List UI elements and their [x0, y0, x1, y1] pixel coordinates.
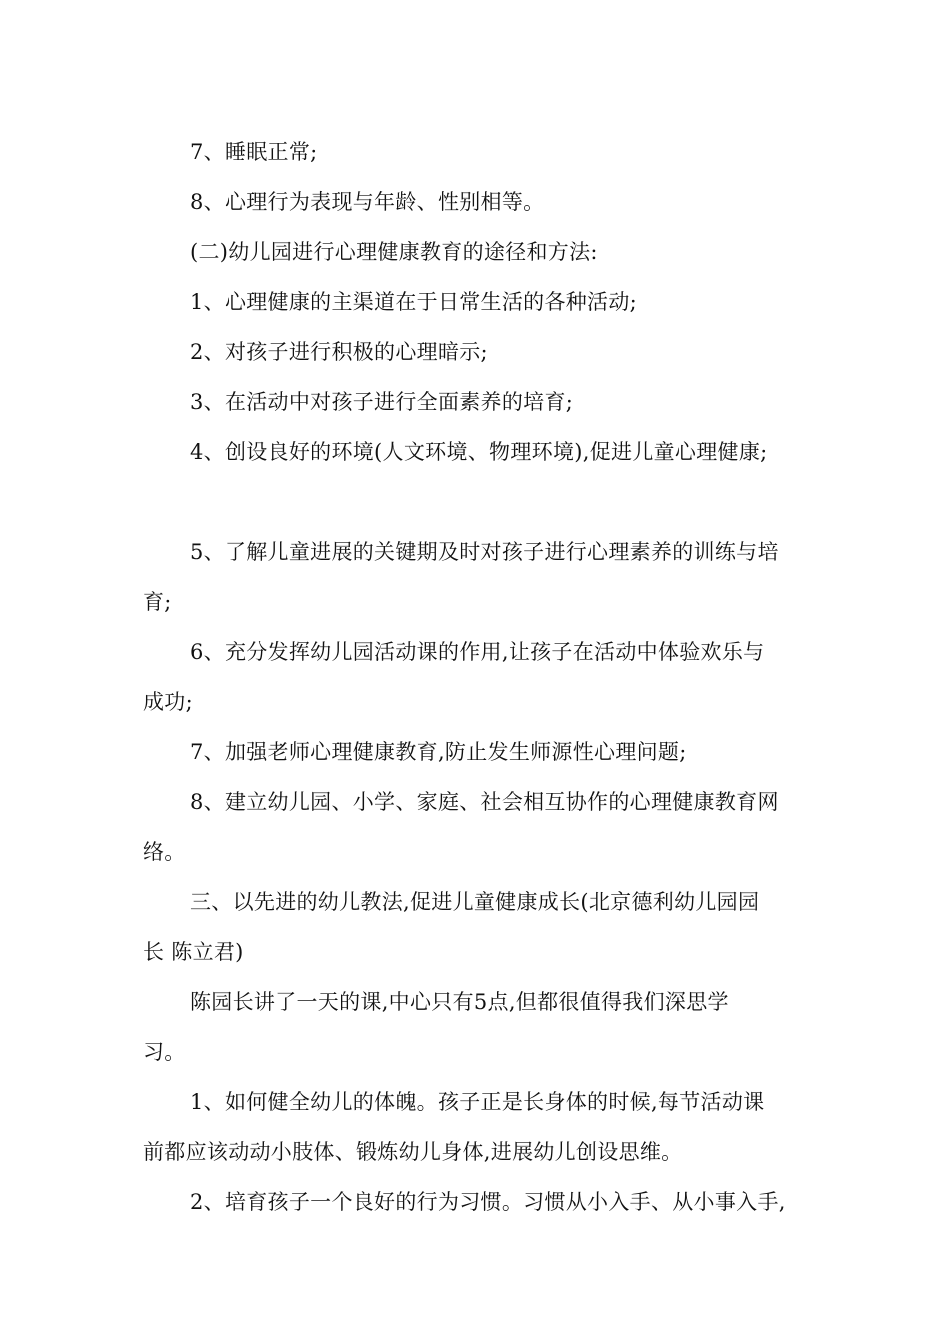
text-line: 4、创设良好的环境(人文环境、物理环境),促进儿童心理健康; — [190, 440, 768, 464]
section-heading: 三、以先进的幼儿教法,促进儿童健康成长(北京德利幼儿园园 — [190, 890, 760, 914]
section-heading: (二)幼儿园进行心理健康教育的途径和方法: — [190, 240, 598, 264]
text-line: 1、心理健康的主渠道在于日常生活的各种活动; — [190, 290, 638, 314]
text-line: 1、如何健全幼儿的体魄。孩子正是长身体的时候,每节活动课 — [190, 1090, 765, 1114]
text-line: 6、充分发挥幼儿园活动课的作用,让孩子在活动中体验欢乐与 — [190, 640, 765, 664]
text-line: 7、睡眠正常; — [190, 140, 318, 164]
text-line: 络。 — [143, 840, 186, 864]
text-line: 育; — [143, 590, 172, 614]
text-line: 8、建立幼儿园、小学、家庭、社会相互协作的心理健康教育网 — [190, 790, 779, 814]
text-line: 习。 — [143, 1040, 186, 1064]
text-line: 8、心理行为表现与年龄、性别相等。 — [190, 190, 545, 214]
text-line: 前都应该动动小肢体、锻炼幼儿身体,进展幼儿创设思维。 — [143, 1140, 683, 1164]
text-line: 成功; — [143, 690, 193, 714]
text-line: 2、培育孩子一个良好的行为习惯。习惯从小入手、从小事入手, — [190, 1190, 786, 1214]
text-line: 2、对孩子进行积极的心理暗示; — [190, 340, 488, 364]
text-line: 7、加强老师心理健康教育,防止发生师源性心理问题; — [190, 740, 687, 764]
section-heading: 长 陈立君) — [143, 940, 244, 964]
text-line: 5、了解儿童进展的关键期及时对孩子进行心理素养的训练与培 — [190, 540, 779, 564]
text-line: 3、在活动中对孩子进行全面素养的培育; — [190, 390, 574, 414]
text-line: 陈园长讲了一天的课,中心只有5点,但都很值得我们深思学 — [190, 990, 729, 1014]
